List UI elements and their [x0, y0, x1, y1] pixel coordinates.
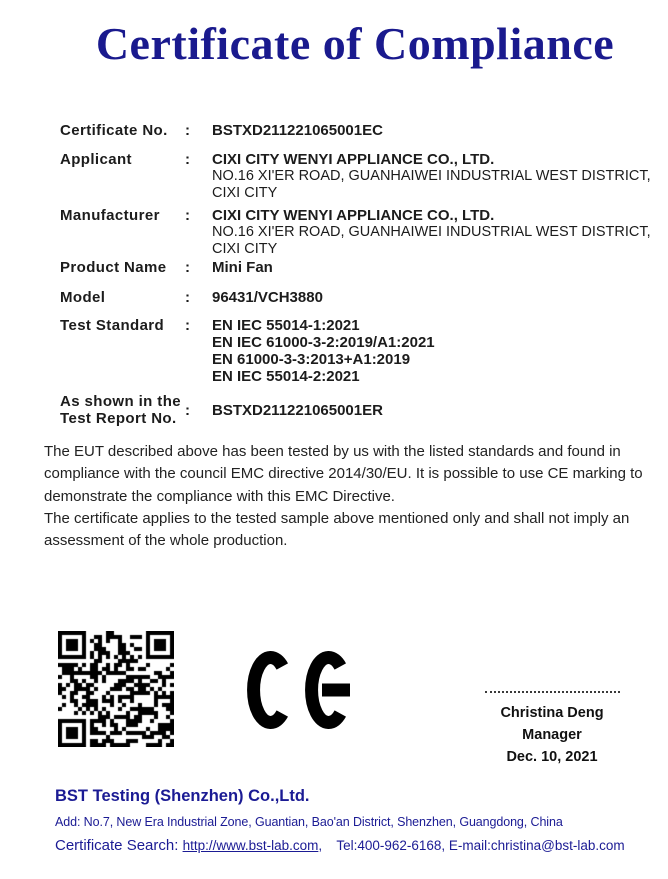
info-colon: : [185, 207, 190, 224]
certificate-search-label: Certificate Search: [55, 837, 179, 854]
declaration-text [44, 441, 650, 552]
info-label: Test Standard [60, 317, 165, 334]
info-value [212, 402, 644, 419]
manufacturer-name: CIXI CITY WENYI APPLIANCE CO., LTD. [212, 207, 495, 224]
manufacturer-address-line-1: NO.16 XI'ER ROAD, GUANHAIWEI INDUSTRIAL WEST DISTRICT, [212, 224, 651, 240]
info-value [212, 207, 651, 258]
signatory-name: Christina Deng [500, 705, 604, 721]
certificate-title: Certificate of Compliance [95, 18, 615, 69]
applicant-name: CIXI CITY WENYI APPLIANCE CO., LTD. [212, 151, 495, 168]
signature-line [485, 691, 620, 693]
info-colon: : [185, 259, 190, 276]
issuer-contact: Tel:400-962-6168, E-mail:christina@bst-lab.com [336, 838, 625, 853]
info-label: Certificate No. [60, 122, 168, 139]
certificate-info-table [60, 122, 651, 427]
certificate-search-link[interactable]: http://www.bst-lab.com [182, 838, 319, 853]
certificate-number: BSTXD211221065001EC [212, 122, 383, 139]
qr-code [58, 631, 174, 747]
test-standard-4: EN IEC 55014-2:2021 [212, 368, 360, 385]
info-value [212, 259, 644, 276]
certificate-search-line [55, 837, 648, 854]
test-standard-2: EN IEC 61000-3-2:2019/A1:2021 [212, 334, 435, 351]
info-value [212, 289, 644, 306]
info-row-applicant [60, 151, 651, 202]
info-label-line-2: Test Report No. [60, 410, 177, 427]
info-row-certificate-no [60, 122, 644, 139]
model-number: 96431/VCH3880 [212, 289, 323, 306]
info-label [60, 393, 185, 427]
applicant-address-line-2: CIXI CITY [212, 185, 278, 201]
info-row-test-report-no [60, 393, 644, 427]
info-colon: : [185, 122, 190, 139]
info-row-model [60, 289, 644, 306]
test-standard-1: EN IEC 55014-1:2021 [212, 317, 360, 334]
signatory-title: Manager [522, 727, 582, 743]
test-report-number: BSTXD211221065001ER [212, 401, 383, 419]
info-value [212, 151, 651, 202]
manufacturer-address-line-2: CIXI CITY [212, 241, 278, 257]
applicant-address-line-1: NO.16 XI'ER ROAD, GUANHAIWEI INDUSTRIAL WEST DISTRICT, [212, 168, 651, 184]
info-label: Applicant [60, 151, 132, 168]
search-separator: , [318, 838, 323, 853]
info-label: Product Name [60, 259, 167, 276]
test-standard-3: EN 61000-3-3:2013+A1:2019 [212, 351, 411, 368]
info-colon: : [185, 401, 190, 419]
info-colon: : [185, 317, 190, 334]
product-name: Mini Fan [212, 259, 273, 276]
footer [55, 787, 648, 854]
issuer-company-name: BST Testing (Shenzhen) Co.,Ltd. [55, 787, 310, 805]
issuer-address: Add: No.7, New Era Industrial Zone, Guantian, Bao'an District, Shenzhen, Guangdong, China [55, 815, 563, 829]
info-value [212, 317, 644, 385]
info-value [212, 122, 644, 139]
declaration-paragraph-1: The EUT described above has been tested by us with the listed standards and found in compliance with the council EMC directive 2014/30/EU. It is possible to use CE marking to demonstrate the compliance with this EMC Directive. [44, 443, 643, 505]
signature-date: Dec. 10, 2021 [506, 749, 598, 765]
declaration-paragraph-2: The certificate applies to the tested sample above mentioned only and shall not imply an assessment of the whole production. [44, 509, 630, 550]
info-row-product-name [60, 259, 644, 276]
info-colon: : [185, 289, 190, 306]
info-label-line-1: As shown in the [60, 393, 182, 410]
signature-block [478, 691, 626, 768]
info-label: Model [60, 289, 106, 306]
info-row-manufacturer [60, 207, 651, 258]
ce-mark-icon [246, 651, 352, 729]
info-label: Manufacturer [60, 207, 160, 224]
info-row-test-standard [60, 317, 644, 385]
info-colon: : [185, 151, 190, 168]
